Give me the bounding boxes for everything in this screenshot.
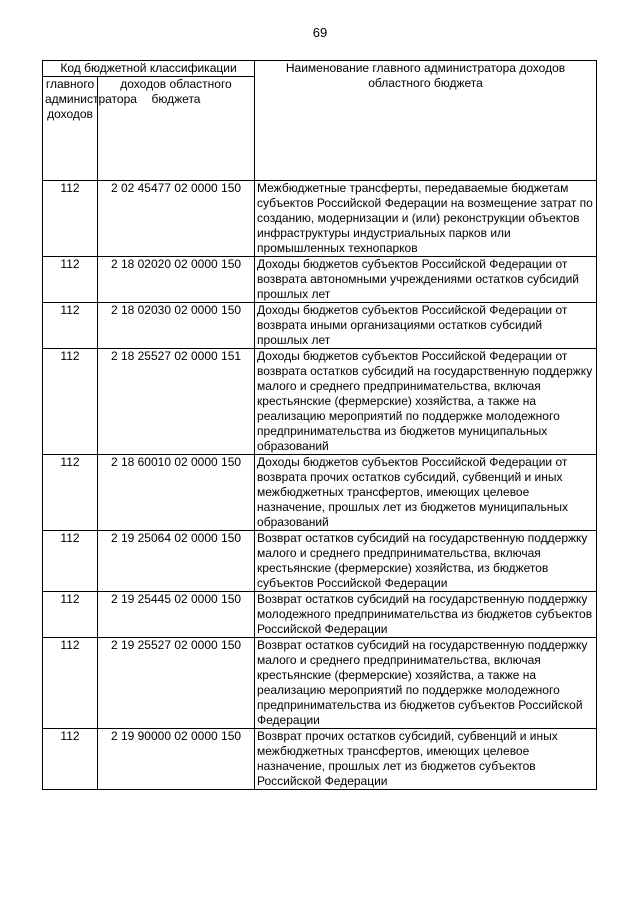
administrator-code-cell: 112: [43, 531, 98, 592]
revenue-code-cell: 2 19 25527 02 0000 150: [98, 638, 255, 729]
administrator-code-cell: 112: [43, 181, 98, 257]
administrator-code-cell: 112: [43, 638, 98, 729]
table-row: [43, 638, 597, 729]
revenue-code-cell: 2 19 90000 02 0000 150: [98, 729, 255, 790]
administrator-code-cell: 112: [43, 349, 98, 455]
revenue-code-cell: 2 18 02020 02 0000 150: [98, 257, 255, 303]
table-row: [43, 592, 597, 638]
page-number: 69: [312, 25, 328, 40]
revenue-name-cell: Доходы бюджетов субъектов Российской Федерации от возврата иными организациями остатков субсидий прошлых лет: [255, 303, 597, 349]
table-row: [43, 349, 597, 455]
revenue-name-cell: Межбюджетные трансферты, передаваемые бюджетам субъектов Российской Федерации на возмещение затрат по созданию, модернизации и (или) реконструкции объектов инфраструктуры индустриальных парков или промышленных технопарков: [255, 181, 597, 257]
table-row: [43, 531, 597, 592]
administrator-code-cell: 112: [43, 303, 98, 349]
revenue-code-cell: 2 18 60010 02 0000 150: [98, 455, 255, 531]
revenue-code-cell: 2 19 25064 02 0000 150: [98, 531, 255, 592]
revenue-code-cell: 2 18 25527 02 0000 151: [98, 349, 255, 455]
revenue-name-cell: Возврат остатков субсидий на государственную поддержку малого и среднего предпринимательства, включая крестьянские (фермерские) хозяйства, из бюджетов субъектов Российской Федерации: [255, 531, 597, 592]
table-row: [43, 455, 597, 531]
revenue-code-cell: 2 19 25445 02 0000 150: [98, 592, 255, 638]
table-row: [43, 181, 597, 257]
main-administrator-header: главного администратора доходов: [43, 77, 98, 181]
revenue-name-cell: Доходы бюджетов субъектов Российской Федерации от возврата остатков субсидий на государственную поддержку малого и среднего предпринимательства, включая крестьянские (фермерские) хозяйства, а также на реализацию мероприятий по поддержке молодежного предпринимательства из бюджетов муниципальных образований: [255, 349, 597, 455]
revenue-name-cell: Возврат остатков субсидий на государственную поддержку малого и среднего предпринимательства, включая крестьянские (фермерские) хозяйства, а также на реализацию мероприятий по поддержке молодежного предпринимательства из бюджетов субъектов Российской Федерации: [255, 638, 597, 729]
table-row: [43, 257, 597, 303]
revenue-name-cell: Доходы бюджетов субъектов Российской Федерации от возврата прочих остатков субсидий, субвенций и иных межбюджетных трансфертов, имеющих целевое назначение, прошлых лет из бюджетов муниципальных образований: [255, 455, 597, 531]
revenue-name-cell: Возврат остатков субсидий на государственную поддержку молодежного предпринимательства из бюджетов субъектов Российской Федерации: [255, 592, 597, 638]
revenue-code-cell: 2 18 02030 02 0000 150: [98, 303, 255, 349]
administrator-code-cell: 112: [43, 592, 98, 638]
administrator-code-cell: 112: [43, 729, 98, 790]
table-row: [43, 729, 597, 790]
administrator-code-cell: 112: [43, 257, 98, 303]
table-header: [43, 61, 597, 181]
table-row: [43, 303, 597, 349]
budget-classification-table: [42, 60, 597, 790]
budget-code-group-header: Код бюджетной классификации: [43, 61, 255, 77]
administrator-code-cell: 112: [43, 455, 98, 531]
administrator-name-header: Наименование главного администратора доходов областного бюджета: [255, 61, 597, 181]
revenue-name-cell: Возврат прочих остатков субсидий, субвенций и иных межбюджетных трансфертов, имеющих целевое назначение, прошлых лет из бюджетов субъектов Российской Федерации: [255, 729, 597, 790]
revenue-code-cell: 2 02 45477 02 0000 150: [98, 181, 255, 257]
revenue-code-header: доходов областного бюджета: [98, 77, 255, 181]
table-body: [43, 181, 597, 790]
revenue-name-cell: Доходы бюджетов субъектов Российской Федерации от возврата автономными учреждениями остатков субсидий прошлых лет: [255, 257, 597, 303]
